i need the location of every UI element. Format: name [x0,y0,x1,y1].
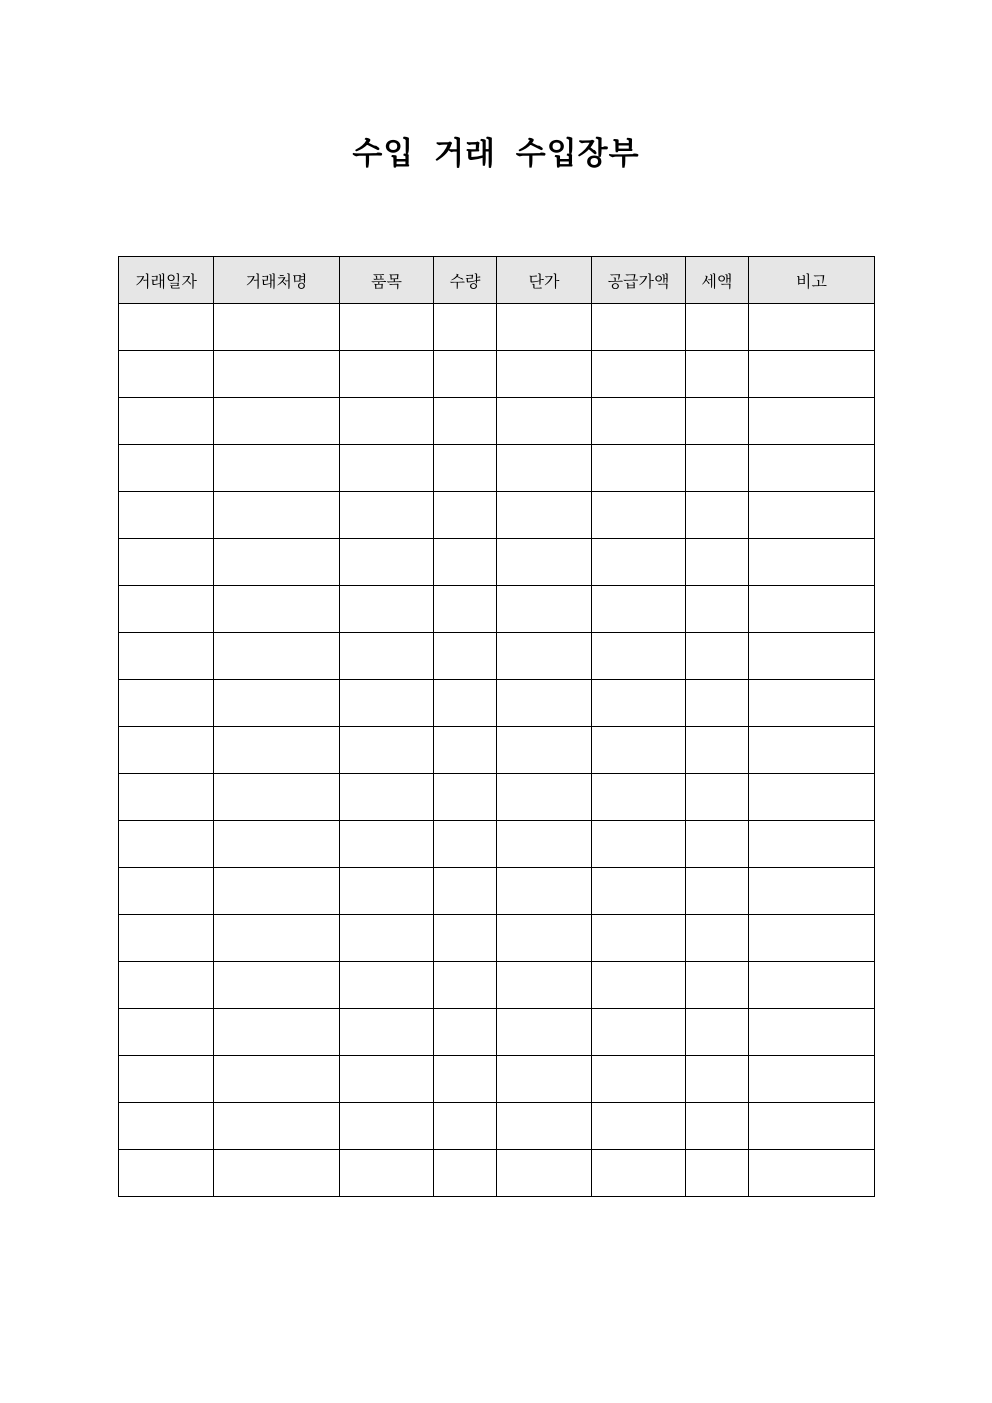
cell-supply_amount[interactable] [592,821,686,868]
cell-quantity[interactable] [434,586,497,633]
cell-item[interactable] [340,727,434,774]
cell-partner[interactable] [214,586,340,633]
cell-unit_price[interactable] [497,821,592,868]
cell-date[interactable] [119,539,214,586]
cell-quantity[interactable] [434,351,497,398]
page-title: 수입 거래 수입장부 [352,136,640,172]
table-row [119,962,875,1009]
cell-unit_price[interactable] [497,962,592,1009]
cell-partner[interactable] [214,962,340,1009]
table-row [119,633,875,680]
cell-partner[interactable] [214,492,340,539]
table-row [119,1009,875,1056]
table-row [119,492,875,539]
income-ledger-table [118,256,875,1197]
table-body [119,304,875,1197]
column-header-supply-amount: 공급가액 [592,257,686,304]
cell-partner[interactable] [214,398,340,445]
cell-tax[interactable] [686,727,749,774]
cell-tax[interactable] [686,445,749,492]
cell-partner[interactable] [214,633,340,680]
cell-date[interactable] [119,586,214,633]
cell-item[interactable] [340,774,434,821]
cell-item[interactable] [340,821,434,868]
cell-quantity[interactable] [434,304,497,351]
column-header-date: 거래일자 [119,257,214,304]
cell-tax[interactable] [686,962,749,1009]
cell-unit_price[interactable] [497,680,592,727]
cell-supply_amount[interactable] [592,962,686,1009]
cell-date[interactable] [119,727,214,774]
column-header-unit-price: 단가 [497,257,592,304]
cell-note[interactable] [749,1009,875,1056]
table-row [119,586,875,633]
cell-unit_price[interactable] [497,492,592,539]
cell-supply_amount[interactable] [592,868,686,915]
cell-partner[interactable] [214,1056,340,1103]
cell-partner[interactable] [214,680,340,727]
cell-note[interactable] [749,915,875,962]
table-row [119,304,875,351]
cell-tax[interactable] [686,680,749,727]
cell-unit_price[interactable] [497,1009,592,1056]
cell-supply_amount[interactable] [592,774,686,821]
column-header-note: 비고 [749,257,875,304]
cell-unit_price[interactable] [497,1150,592,1197]
cell-item[interactable] [340,304,434,351]
cell-item[interactable] [340,445,434,492]
cell-date[interactable] [119,398,214,445]
cell-date[interactable] [119,445,214,492]
cell-tax[interactable] [686,351,749,398]
cell-supply_amount[interactable] [592,398,686,445]
cell-supply_amount[interactable] [592,586,686,633]
cell-unit_price[interactable] [497,868,592,915]
table-row [119,680,875,727]
cell-partner[interactable] [214,821,340,868]
cell-item[interactable] [340,586,434,633]
table-row [119,398,875,445]
cell-quantity[interactable] [434,680,497,727]
cell-partner[interactable] [214,1103,340,1150]
cell-note[interactable] [749,1150,875,1197]
cell-partner[interactable] [214,868,340,915]
cell-date[interactable] [119,868,214,915]
cell-unit_price[interactable] [497,1056,592,1103]
cell-supply_amount[interactable] [592,680,686,727]
cell-tax[interactable] [686,586,749,633]
cell-item[interactable] [340,351,434,398]
table-row [119,727,875,774]
cell-supply_amount[interactable] [592,1009,686,1056]
cell-unit_price[interactable] [497,445,592,492]
table-row [119,774,875,821]
cell-date[interactable] [119,304,214,351]
cell-item[interactable] [340,1009,434,1056]
table-row [119,351,875,398]
column-header-item: 품목 [340,257,434,304]
cell-item[interactable] [340,398,434,445]
cell-date[interactable] [119,492,214,539]
cell-unit_price[interactable] [497,539,592,586]
cell-supply_amount[interactable] [592,351,686,398]
cell-supply_amount[interactable] [592,445,686,492]
cell-unit_price[interactable] [497,1103,592,1150]
cell-quantity[interactable] [434,868,497,915]
cell-quantity[interactable] [434,445,497,492]
cell-tax[interactable] [686,398,749,445]
cell-quantity[interactable] [434,1150,497,1197]
cell-partner[interactable] [214,1009,340,1056]
cell-date[interactable] [119,774,214,821]
cell-note[interactable] [749,539,875,586]
cell-note[interactable] [749,1103,875,1150]
cell-partner[interactable] [214,1150,340,1197]
cell-tax[interactable] [686,492,749,539]
column-header-tax: 세액 [686,257,749,304]
cell-date[interactable] [119,1150,214,1197]
cell-date[interactable] [119,915,214,962]
cell-item[interactable] [340,1150,434,1197]
cell-tax[interactable] [686,1056,749,1103]
cell-tax[interactable] [686,304,749,351]
table-row [119,1056,875,1103]
cell-unit_price[interactable] [497,915,592,962]
cell-supply_amount[interactable] [592,915,686,962]
cell-quantity[interactable] [434,1103,497,1150]
cell-unit_price[interactable] [497,633,592,680]
cell-unit_price[interactable] [497,351,592,398]
cell-note[interactable] [749,351,875,398]
cell-tax[interactable] [686,1009,749,1056]
cell-quantity[interactable] [434,1056,497,1103]
cell-item[interactable] [340,962,434,1009]
cell-item[interactable] [340,1103,434,1150]
cell-supply_amount[interactable] [592,1103,686,1150]
cell-item[interactable] [340,915,434,962]
table-row [119,915,875,962]
cell-note[interactable] [749,492,875,539]
cell-supply_amount[interactable] [592,1150,686,1197]
cell-date[interactable] [119,821,214,868]
cell-partner[interactable] [214,445,340,492]
header-row [119,257,875,304]
cell-note[interactable] [749,1056,875,1103]
cell-partner[interactable] [214,727,340,774]
table-row [119,445,875,492]
cell-supply_amount[interactable] [592,1056,686,1103]
cell-note[interactable] [749,727,875,774]
cell-note[interactable] [749,445,875,492]
cell-note[interactable] [749,398,875,445]
cell-item[interactable] [340,1056,434,1103]
cell-quantity[interactable] [434,398,497,445]
cell-date[interactable] [119,1103,214,1150]
cell-unit_price[interactable] [497,586,592,633]
cell-partner[interactable] [214,774,340,821]
cell-note[interactable] [749,304,875,351]
cell-note[interactable] [749,774,875,821]
cell-supply_amount[interactable] [592,727,686,774]
cell-quantity[interactable] [434,727,497,774]
cell-quantity[interactable] [434,774,497,821]
cell-quantity[interactable] [434,492,497,539]
cell-supply_amount[interactable] [592,539,686,586]
cell-item[interactable] [340,492,434,539]
cell-tax[interactable] [686,1103,749,1150]
cell-partner[interactable] [214,304,340,351]
cell-date[interactable] [119,633,214,680]
cell-date[interactable] [119,1056,214,1103]
cell-quantity[interactable] [434,539,497,586]
cell-supply_amount[interactable] [592,633,686,680]
cell-quantity[interactable] [434,821,497,868]
cell-note[interactable] [749,633,875,680]
cell-item[interactable] [340,680,434,727]
cell-date[interactable] [119,962,214,1009]
cell-date[interactable] [119,1009,214,1056]
cell-supply_amount[interactable] [592,492,686,539]
cell-item[interactable] [340,539,434,586]
table-row [119,539,875,586]
cell-tax[interactable] [686,774,749,821]
table-header [119,257,875,304]
cell-supply_amount[interactable] [592,304,686,351]
table-row [119,821,875,868]
cell-date[interactable] [119,680,214,727]
cell-unit_price[interactable] [497,727,592,774]
cell-unit_price[interactable] [497,774,592,821]
cell-tax[interactable] [686,915,749,962]
cell-tax[interactable] [686,539,749,586]
cell-note[interactable] [749,821,875,868]
cell-date[interactable] [119,351,214,398]
cell-note[interactable] [749,680,875,727]
cell-quantity[interactable] [434,633,497,680]
cell-tax[interactable] [686,1150,749,1197]
cell-quantity[interactable] [434,915,497,962]
cell-item[interactable] [340,633,434,680]
cell-partner[interactable] [214,539,340,586]
cell-quantity[interactable] [434,1009,497,1056]
cell-partner[interactable] [214,915,340,962]
cell-tax[interactable] [686,633,749,680]
table-row [119,1103,875,1150]
cell-tax[interactable] [686,868,749,915]
cell-tax[interactable] [686,821,749,868]
cell-quantity[interactable] [434,962,497,1009]
cell-partner[interactable] [214,351,340,398]
table-row [119,1150,875,1197]
cell-unit_price[interactable] [497,304,592,351]
cell-unit_price[interactable] [497,398,592,445]
column-header-partner: 거래처명 [214,257,340,304]
cell-note[interactable] [749,868,875,915]
cell-note[interactable] [749,586,875,633]
cell-item[interactable] [340,868,434,915]
cell-note[interactable] [749,962,875,1009]
column-header-quantity: 수량 [434,257,497,304]
table-row [119,868,875,915]
